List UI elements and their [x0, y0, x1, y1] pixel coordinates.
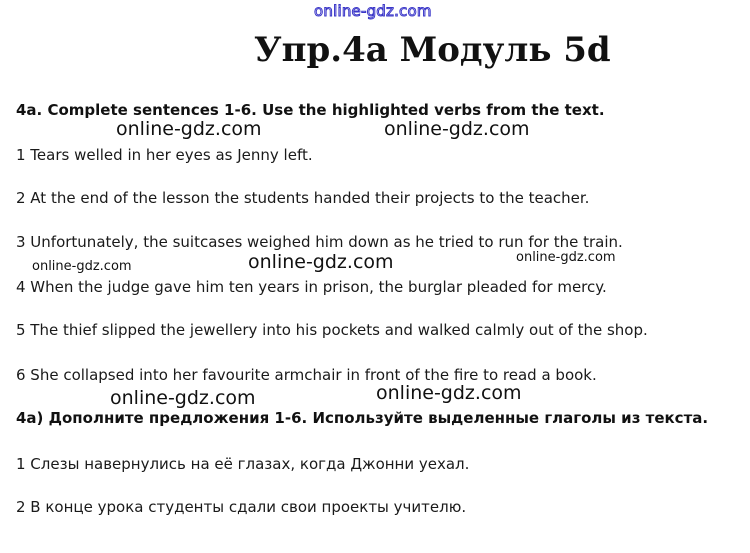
watermark: online-gdz.com	[110, 387, 256, 409]
task-heading-ru: 4a) Дополните предложения 1-6. Используйте выделенные глаголы из текста.	[16, 409, 709, 427]
watermark: online-gdz.com	[384, 118, 530, 140]
sentence-ru-1: 1 Слезы навернулись на её глазах, когда Джонни уехал.	[16, 455, 470, 473]
watermark: online-gdz.com	[516, 250, 616, 265]
watermark: online-gdz.com	[116, 118, 262, 140]
sentence-en-1: 1 Tears welled in her eyes as Jenny left.	[16, 146, 313, 164]
sentence-en-5: 5 The thief slipped the jewellery into his pockets and walked calmly out of the shop.	[16, 321, 648, 339]
task-heading-en: 4a. Complete sentences 1-6. Use the highlighted verbs from the text.	[16, 101, 605, 119]
sentence-ru-2: 2 В конце урока студенты сдали свои проекты учителю.	[16, 498, 467, 516]
page-title: Упр.4a Модуль 5d	[254, 30, 611, 70]
watermark: online-gdz.com	[376, 382, 522, 404]
sentence-en-4: 4 When the judge gave him ten years in prison, the burglar pleaded for mercy.	[16, 278, 607, 296]
watermark-top: online-gdz.com	[314, 2, 432, 20]
sentence-en-3: 3 Unfortunately, the suitcases weighed him down as he tried to run for the train.	[16, 233, 623, 251]
watermark: online-gdz.com	[248, 251, 394, 273]
sentence-en-2: 2 At the end of the lesson the students handed their projects to the teacher.	[16, 189, 590, 207]
sentence-en-6: 6 She collapsed into her favourite armchair in front of the fire to read a book.	[16, 366, 597, 384]
watermark: online-gdz.com	[32, 259, 132, 274]
